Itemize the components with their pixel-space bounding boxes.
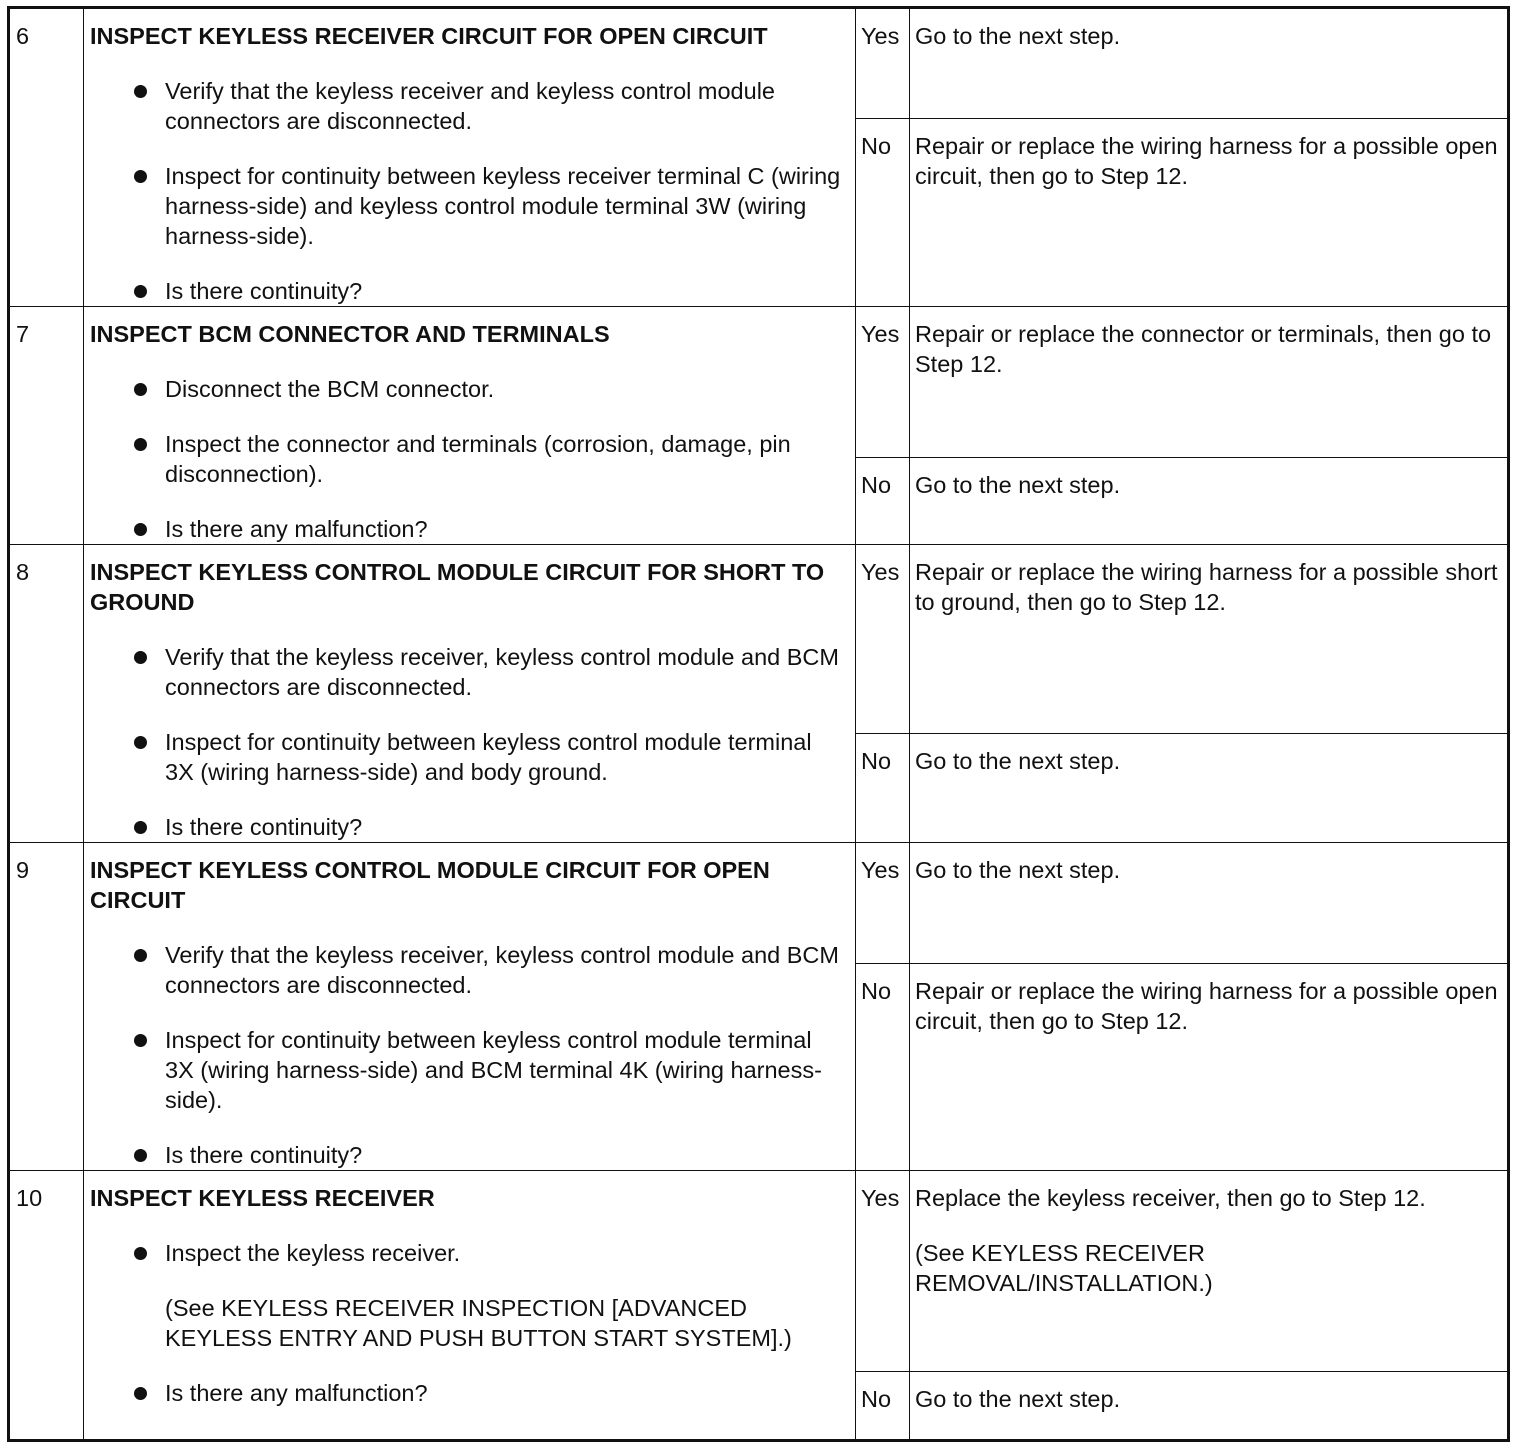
bullet-icon bbox=[134, 1387, 147, 1400]
bullet-icon bbox=[134, 651, 147, 664]
bullet-icon bbox=[134, 170, 147, 183]
step-inspection bbox=[84, 1171, 856, 1441]
no-action: Go to the next step. bbox=[910, 733, 1509, 842]
bullet-icon bbox=[134, 736, 147, 749]
answer-yes: Yes bbox=[856, 843, 910, 964]
no-action: Repair or replace the wiring harness for a possible open circuit, then go to Step 12. bbox=[910, 964, 1509, 1171]
step-inspection bbox=[84, 545, 856, 843]
step-checklist bbox=[90, 1238, 841, 1408]
list-item: Verify that the keyless receiver, keyless control module and BCM connectors are disconnected. bbox=[90, 642, 841, 702]
step-10-yes-row bbox=[9, 1171, 1509, 1372]
list-item: Disconnect the BCM connector. bbox=[90, 374, 841, 404]
yes-action: Repair or replace the wiring harness for a possible short to ground, then go to Step 12. bbox=[910, 545, 1509, 734]
no-action: Go to the next step. bbox=[910, 457, 1509, 544]
step-number: 10 bbox=[9, 1171, 84, 1441]
bullet-icon bbox=[134, 523, 147, 536]
list-item: Is there continuity? bbox=[90, 812, 841, 842]
step-title: INSPECT BCM CONNECTOR AND TERMINALS bbox=[90, 321, 610, 347]
step-checklist bbox=[90, 76, 841, 306]
step-8-yes-row bbox=[9, 545, 1509, 734]
step-title: INSPECT KEYLESS CONTROL MODULE CIRCUIT FOR SHORT TO GROUND bbox=[90, 559, 825, 615]
bullet-icon bbox=[134, 1247, 147, 1260]
answer-yes: Yes bbox=[856, 8, 910, 119]
list-item: Is there continuity? bbox=[90, 276, 841, 306]
list-item: Is there any malfunction? bbox=[90, 514, 841, 544]
list-item: Inspect for continuity between keyless control module terminal 3X (wiring harness-side) and BCM terminal 4K (wiring harness-side). bbox=[90, 1025, 841, 1115]
reference-note: (See KEYLESS RECEIVER INSPECTION [ADVANCED KEYLESS ENTRY AND PUSH BUTTON START SYSTEM].) bbox=[165, 1295, 792, 1351]
list-item: Is there continuity? bbox=[90, 1140, 841, 1170]
answer-no: No bbox=[856, 1372, 910, 1441]
yes-action: Go to the next step. bbox=[910, 8, 1509, 119]
yes-action: Go to the next step. bbox=[910, 843, 1509, 964]
yes-action: Repair or replace the connector or terminals, then go to Step 12. bbox=[910, 307, 1509, 458]
step-number: 9 bbox=[9, 843, 84, 1171]
step-9-yes-row bbox=[9, 843, 1509, 964]
diagnostic-procedure-table bbox=[7, 6, 1510, 1442]
step-number: 8 bbox=[9, 545, 84, 843]
yes-action: Replace the keyless receiver, then go to Step 12. (See KEYLESS RECEIVER REMOVAL/INSTALLATION.) bbox=[910, 1171, 1509, 1372]
step-inspection bbox=[84, 8, 856, 307]
bullet-icon bbox=[134, 1149, 147, 1162]
step-title: INSPECT KEYLESS RECEIVER bbox=[90, 1185, 435, 1211]
list-item: Inspect for continuity between keyless control module terminal 3X (wiring harness-side) and body ground. bbox=[90, 727, 841, 787]
bullet-icon bbox=[134, 85, 147, 98]
step-title: INSPECT KEYLESS CONTROL MODULE CIRCUIT FOR OPEN CIRCUIT bbox=[90, 857, 770, 913]
reference-note: (See KEYLESS RECEIVER REMOVAL/INSTALLATION.) bbox=[915, 1240, 1213, 1296]
list-item: Inspect for continuity between keyless receiver terminal C (wiring harness-side) and keyless control module terminal 3W (wiring harness-side). bbox=[90, 161, 841, 251]
step-checklist bbox=[90, 642, 841, 842]
no-action: Repair or replace the wiring harness for a possible open circuit, then go to Step 12. bbox=[910, 118, 1509, 306]
list-item: Verify that the keyless receiver and keyless control module connectors are disconnected. bbox=[90, 76, 841, 136]
step-checklist bbox=[90, 940, 841, 1170]
bullet-icon bbox=[134, 821, 147, 834]
answer-yes: Yes bbox=[856, 307, 910, 458]
list-item: Inspect the connector and terminals (corrosion, damage, pin disconnection). bbox=[90, 429, 841, 489]
bullet-icon bbox=[134, 949, 147, 962]
bullet-icon bbox=[134, 1034, 147, 1047]
step-6-yes-row bbox=[9, 8, 1509, 119]
no-action: Go to the next step. bbox=[910, 1372, 1509, 1441]
step-inspection bbox=[84, 307, 856, 545]
bullet-icon bbox=[134, 438, 147, 451]
answer-no: No bbox=[856, 118, 910, 306]
list-item: Inspect the keyless receiver. (See KEYLESS RECEIVER INSPECTION [ADVANCED KEYLESS ENTRY AND PUSH BUTTON START SYSTEM].) bbox=[90, 1238, 841, 1353]
answer-no: No bbox=[856, 964, 910, 1171]
answer-no: No bbox=[856, 733, 910, 842]
step-title: INSPECT KEYLESS RECEIVER CIRCUIT FOR OPEN CIRCUIT bbox=[90, 23, 768, 49]
bullet-icon bbox=[134, 285, 147, 298]
answer-yes: Yes bbox=[856, 545, 910, 734]
list-item: Verify that the keyless receiver, keyless control module and BCM connectors are disconnected. bbox=[90, 940, 841, 1000]
step-number: 6 bbox=[9, 8, 84, 307]
step-number: 7 bbox=[9, 307, 84, 545]
bullet-icon bbox=[134, 383, 147, 396]
step-checklist bbox=[90, 374, 841, 544]
step-inspection bbox=[84, 843, 856, 1171]
step-7-yes-row bbox=[9, 307, 1509, 458]
list-item: Is there any malfunction? bbox=[90, 1378, 841, 1408]
answer-yes: Yes bbox=[856, 1171, 910, 1372]
answer-no: No bbox=[856, 457, 910, 544]
